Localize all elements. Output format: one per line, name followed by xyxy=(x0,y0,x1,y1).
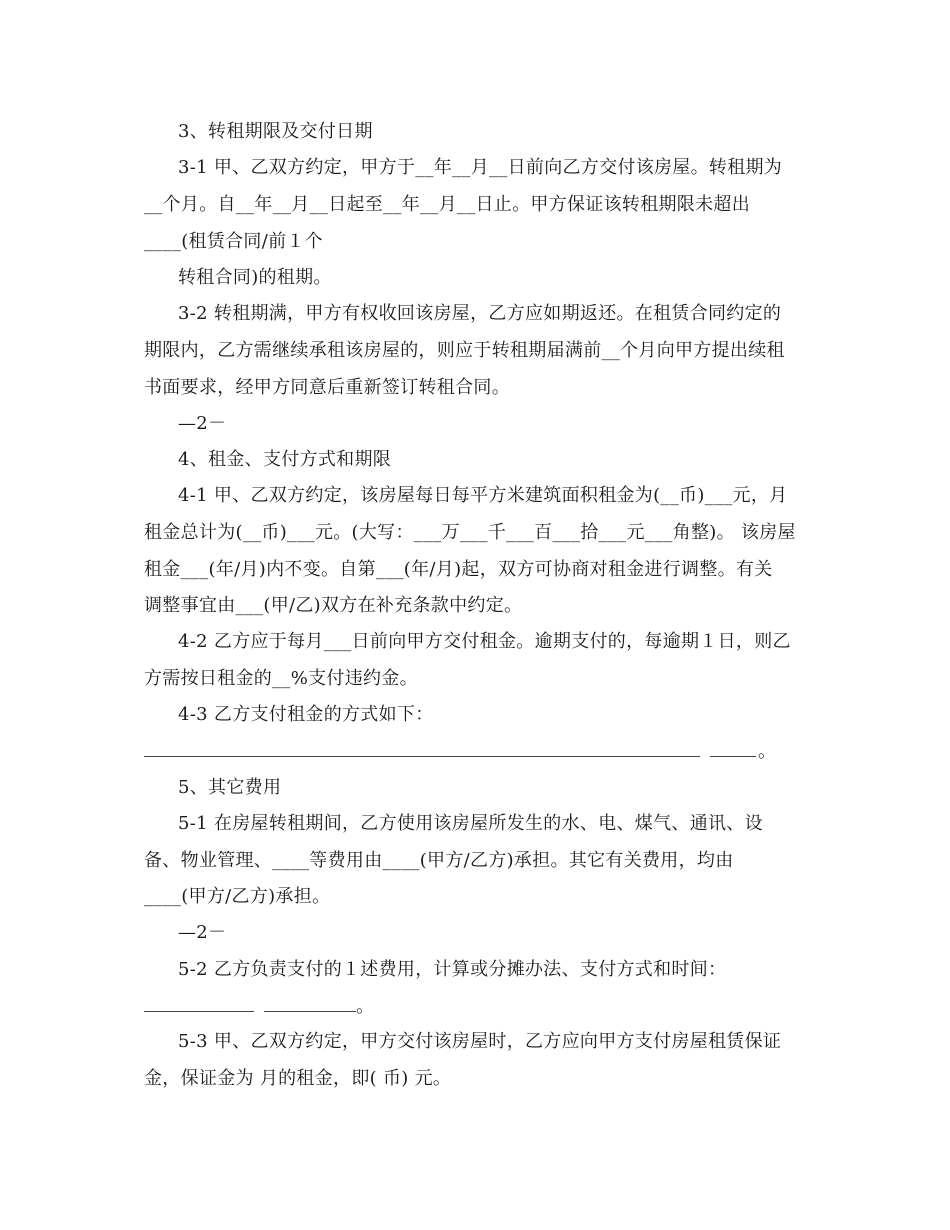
clause-5-3-line-2: 金，保证金为 月的租金，即( 币) 元。 xyxy=(144,1068,452,1089)
clause-3-1-line-4: 转租合同)的租期。 xyxy=(178,267,332,288)
clause-3-1-line-2: __个月。自__年__月__日起至__年__月__日止。甲方保证该转租期限未超出 xyxy=(144,194,750,215)
clause-4-2-line-2: 方需按日租金的__%支付违约金。 xyxy=(144,668,418,689)
blank-line xyxy=(264,1011,356,1012)
clause-3-2-line-1: 3-2 转租期满，甲方有权收回该房屋，乙方应如期返还。在租赁合同约定的 xyxy=(178,303,782,324)
clause-5-2-end: 。 xyxy=(356,996,375,1017)
blank-line xyxy=(144,756,700,757)
section-3-heading: 3、转租期限及交付日期 xyxy=(178,121,373,142)
clause-4-3-line-1: 4-3 乙方支付租金的方式如下： xyxy=(178,704,434,725)
clause-5-2-line-1: 5-2 乙方负责支付的１述费用，计算或分摊办法、支付方式和时间： xyxy=(178,959,727,980)
clause-4-3-end: 。 xyxy=(758,741,777,762)
clause-5-3-line-1: 5-3 甲、乙双方约定，甲方交付该房屋时，乙方应向甲方支付房屋租赁保证 xyxy=(178,1031,782,1052)
clause-5-1-line-3: ____(甲方/乙方)承担。 xyxy=(144,886,331,907)
clause-4-1-line-1: 4-1 甲、乙双方约定，该房屋每日每平方米建筑面积租金为(__币)___元，月 xyxy=(178,485,788,506)
clause-4-1-line-3: 租金___(年/月)内不变。自第___(年/月)起，双方可协商对租金进行调整。有关 xyxy=(144,559,773,580)
clause-4-1-line-2: 租金总计为(__币)___元。(大写：___万___千___百___拾___元___角整)。 该房屋 xyxy=(144,522,796,543)
clause-3-1-line-1: 3-1 甲、乙双方约定，甲方于__年__月__日前向乙方交付该房屋。转租期为 xyxy=(178,157,783,178)
clause-3-2-line-2: 期限内，乙方需继续承租该房屋的，则应于转租期届满前__个月向甲方提出续租 xyxy=(144,340,785,361)
page-mark: —2－ xyxy=(178,413,227,434)
section-5-heading: 5、其它费用 xyxy=(178,777,282,798)
blank-line xyxy=(144,1011,254,1012)
section-4-heading: 4、租金、支付方式和期限 xyxy=(178,449,392,470)
clause-4-2-line-1: 4-2 乙方应于每月___日前向甲方交付租金。逾期支付的，每逾期１日，则乙 xyxy=(178,631,791,652)
page-mark: —2－ xyxy=(178,922,227,943)
clause-5-1-line-2: 备、物业管理、____等费用由____(甲方/乙方)承担。其它有关费用，均由 xyxy=(144,850,734,871)
clause-3-2-line-3: 书面要求，经甲方同意后重新签订转租合同。 xyxy=(144,377,510,398)
blank-line xyxy=(710,756,756,757)
clause-4-1-line-4: 调整事宜由___(甲/乙)双方在补充条款中约定。 xyxy=(144,595,523,616)
clause-5-1-line-1: 5-1 在房屋转租期间，乙方使用该房屋所发生的水、电、煤气、通讯、设 xyxy=(178,813,763,834)
clause-3-1-line-3: ____(租赁合同/前１个 xyxy=(144,231,323,252)
